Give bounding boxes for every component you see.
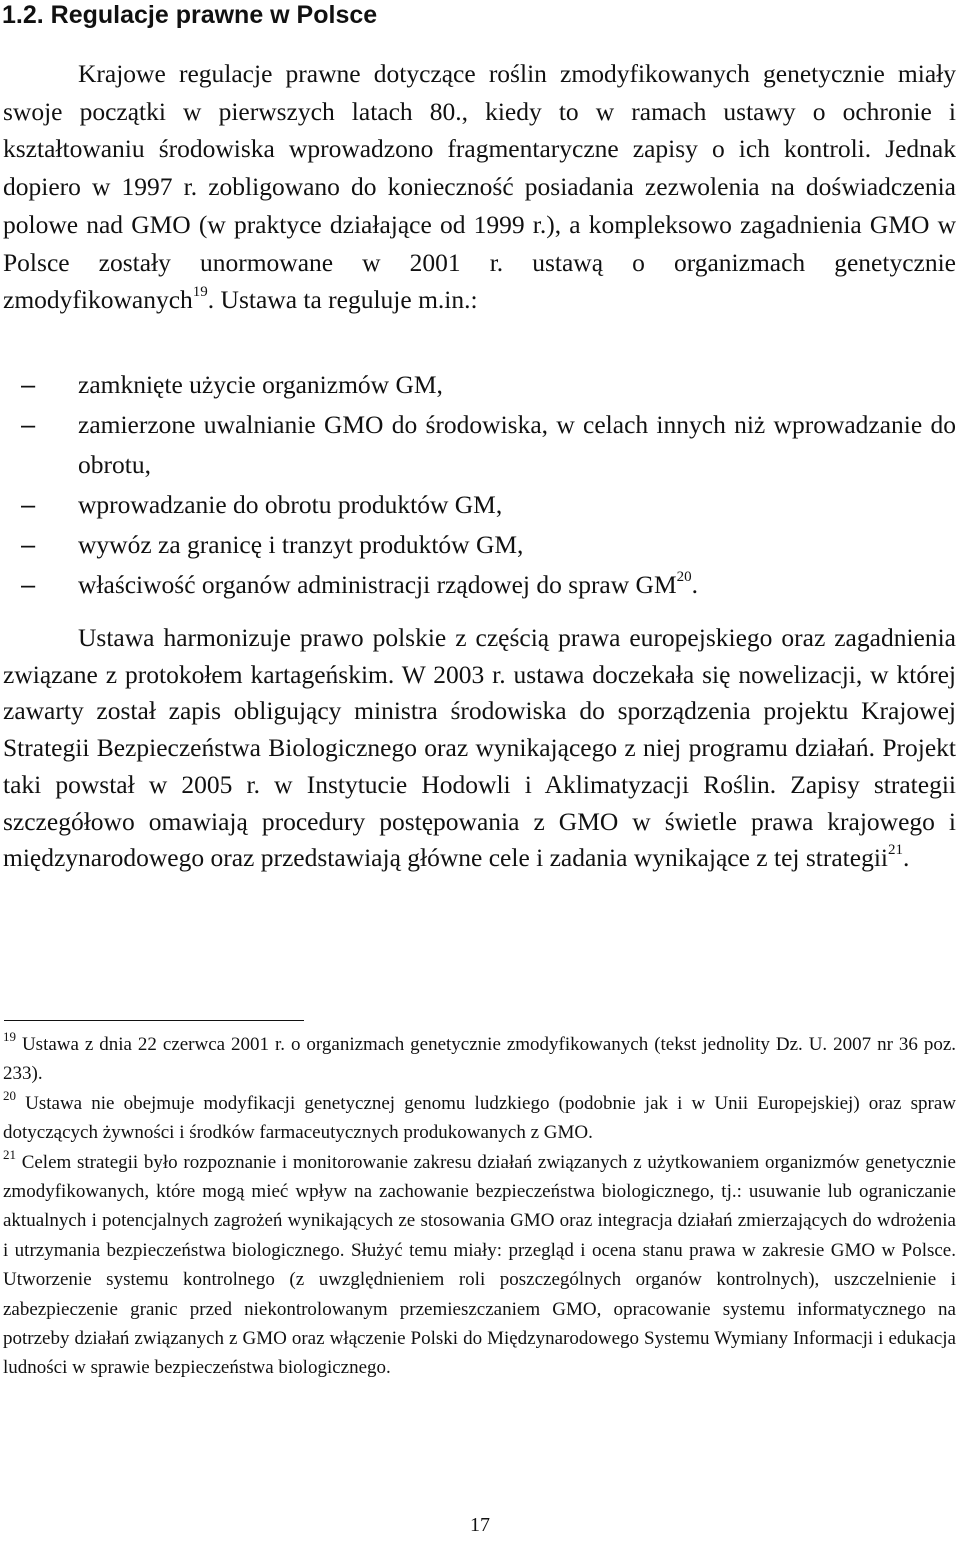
paragraph-harmonization — [3, 620, 956, 877]
section-heading: 1.2. Regulacje prawne w Polsce — [2, 1, 378, 29]
list-item — [3, 525, 956, 565]
paragraph-harmonization-text — [3, 620, 956, 877]
paragraph-intro-body: Krajowe regulacje prawne dotyczące roślin zmodyfikowanych genetycznie miały swoje początki w pierwszych latach 80., kiedy to w ramach ustawy o ochronie i kształtowaniu środowiska wprowadzono fragmentaryczne zapisy o ich kontroli. Jednak dopiero w 1997 r. zobligowano do konieczność posiadania zezwolenia na doświadczenia polowe nad GMO (w praktyce działające od 1999 r.), a kompleksowo zagadnienia GMO w Polsce zostały unormowane w 2001 r. ustawą o organizmach genetycznie zmodyfikowanych — [3, 59, 956, 315]
paragraph-intro-text — [3, 55, 956, 319]
list-item — [3, 485, 956, 525]
list-item-text: zamknięte użycie organizmów GM, — [78, 370, 443, 399]
list-item — [3, 565, 956, 605]
footnote-number: 19 — [3, 1029, 16, 1044]
footnote-number: 21 — [3, 1146, 16, 1162]
footnote-ref-20[interactable]: 20 — [676, 569, 692, 585]
dash-bullet-icon: – — [21, 371, 36, 399]
page-number: 17 — [470, 1514, 490, 1536]
footnote-ref-21[interactable]: 21 — [888, 842, 904, 859]
bullet-list — [3, 365, 956, 605]
list-item-text: zamierzone uwalnianie GMO do środowiska, w celach innych niż wprowadzanie do obrotu, — [78, 410, 956, 479]
footnote-20 — [3, 1089, 956, 1148]
footnote-ref-19[interactable]: 19 — [192, 284, 208, 301]
list-item-text: wywóz za granicę i tranzyt produktów GM, — [78, 530, 524, 559]
list-item-text: wprowadzanie do obrotu produktów GM, — [78, 490, 503, 519]
footnote-text: Ustawa nie obejmuje modyfikacji genetycznej genomu ludzkiego (podobnie jak i w Unii Europejskiej) oraz spraw dotyczących żywności i środków farmaceutycznych produkowanych z GMO. — [3, 1092, 956, 1144]
footnote-separator — [4, 1020, 304, 1021]
footnote-number: 20 — [3, 1087, 16, 1103]
footnote-19 — [3, 1030, 956, 1089]
footnote-text: Celem strategii było rozpoznanie i monitorowanie zakresu działań związanych z użytkowaniem organizmów genetycznie zmodyfikowanych, które mogą mieć wpływ na zachowanie bezpieczeństwa biologicznego, tj.: usuwanie lub ograniczanie aktualnych i potencjalnych zagrożeń wynikających ze stosowania GMO oraz integracja działań zmierzających do wdrożenia i utrzymania bezpieczeństwa biologicznego. Służyć temu miały: przegląd i ocena stanu prawa w zakresie GMO w Polsce. Utworzenie systemu kontrolnego (z uwzględnieniem roli poszczególnych organów kontrolnych), uszczelnienie i zabezpieczenie granic przed niekontrolowanym przemieszczaniem GMO, opracowanie systemu informatycznego na potrzeby działań związanych z GMO oraz włączenie Polski do Międzynarodowego Systemu Wymiany Informacji i edukacja ludności w sprawie bezpieczeństwa biologicznego. — [3, 1151, 956, 1379]
footnote-text: Ustawa z dnia 22 czerwca 2001 r. o organizmach genetycznie zmodyfikowanych (tekst jednolity Dz. U. 2007 nr 36 poz. 233). — [3, 1034, 956, 1085]
dash-bullet-icon: – — [21, 571, 36, 599]
list-item — [3, 365, 956, 405]
paragraph-harmonization-body: Ustawa harmonizuje prawo polskie z częścią prawa europejskiego oraz zagadnienia związane z protokołem kartageńskim. W 2003 r. ustawa doczekała się nowelizacji, w której zawarty został zapis obligujący ministra środowiska do sporządzenia projektu Krajowej Strategii Bezpieczeństwa Biologicznego oraz wynikającego z niej programu działań. Projekt taki powstał w 2005 r. w Instytucie Hodowli i Aklimatyzacji Roślin. Zapisy strategii szczegółowo omawiają procedury postępowania z GMO w świetle prawa krajowego i międzynarodowego oraz przedstawiają główne cele i zadania wynikające z tej strategii — [3, 623, 956, 873]
list-item — [3, 405, 956, 485]
dash-bullet-icon: – — [21, 491, 36, 519]
regulation-scope-list — [3, 365, 956, 605]
dash-bullet-icon: – — [21, 411, 36, 439]
list-item-tail: . — [691, 570, 699, 599]
paragraph-harmonization-tail: . — [903, 843, 910, 873]
footnote-21 — [3, 1148, 956, 1383]
paragraph-intro — [3, 55, 956, 319]
list-item-text: właściwość organów administracji rządowej do spraw GM — [78, 570, 677, 599]
footnotes — [3, 1030, 956, 1383]
dash-bullet-icon: – — [21, 531, 36, 559]
paragraph-intro-tail: . Ustawa ta reguluje m.in.: — [207, 285, 478, 315]
